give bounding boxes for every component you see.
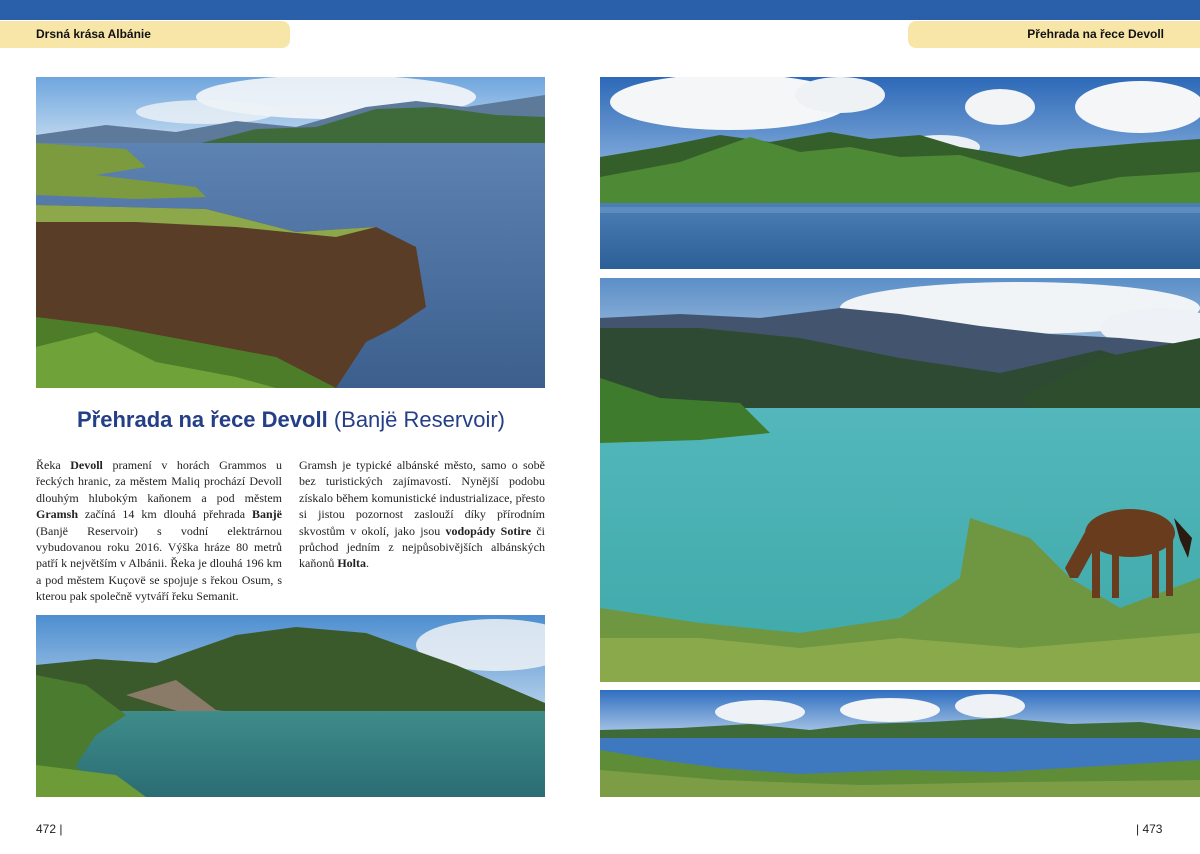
text-run: (Banjë Reservoir) s vodní elektrárnou vybudovanou roku 2016. Výška hráze 80 metrů patří k největším v Albánii. Řeka je dlouhá 196 km a pod městem Kuçovë se spojuje s řekou Osum, s kterou pak společně vytváří řeku Semanit. [36,523,282,604]
text-run: Řeka [36,458,71,472]
text-run: Gramsh je typické albánské město, samo o sobě bez turistických zajímavostí. Nynější podobu získalo během komunistické industrializace, přesto si jistou pozornost zaslouží díky přírodním skvostům v okolí, jako jsou [299,458,545,538]
bold-term: Gramsh [36,507,78,522]
photo-panorama-lake [600,690,1200,797]
page-number-right: | 473 [1136,822,1163,836]
page-number-left: 472 | [36,822,63,836]
text-run: či průchod jedním z nejpůsobivějších albánských kaňonů [299,523,546,571]
body-column-right [299,457,545,572]
article-title-light: (Banjë Reservoir) [333,407,505,432]
article-title [36,407,546,433]
text-run: pramení v horách Grammos u řeckých hranic, za městem Maliq prochází Devoll dlouhým hlubokým kaňonem a pod městem [36,458,282,505]
top-color-bar [0,0,1200,20]
text-run: začíná 14 km dlouhá přehrada [78,507,252,522]
body-column-left [36,457,282,605]
bold-term: Devoll [70,458,103,472]
bold-term: vodopády Sotire [445,523,532,538]
article-title-bold: Přehrada na řece Devoll [77,407,328,432]
text-run: . [366,556,369,571]
photo-lake-cliff [36,77,545,388]
running-header-left: Drsná krása Albánie [0,21,290,48]
bold-term: Holta [337,556,366,571]
photo-hill-teal-lake [36,615,545,797]
bold-term: Banjë [252,507,282,522]
photo-turquoise-lake-horse [600,278,1200,682]
running-header-right: Přehrada na řece Devoll [908,21,1200,48]
photo-green-hills-lake [600,77,1200,269]
